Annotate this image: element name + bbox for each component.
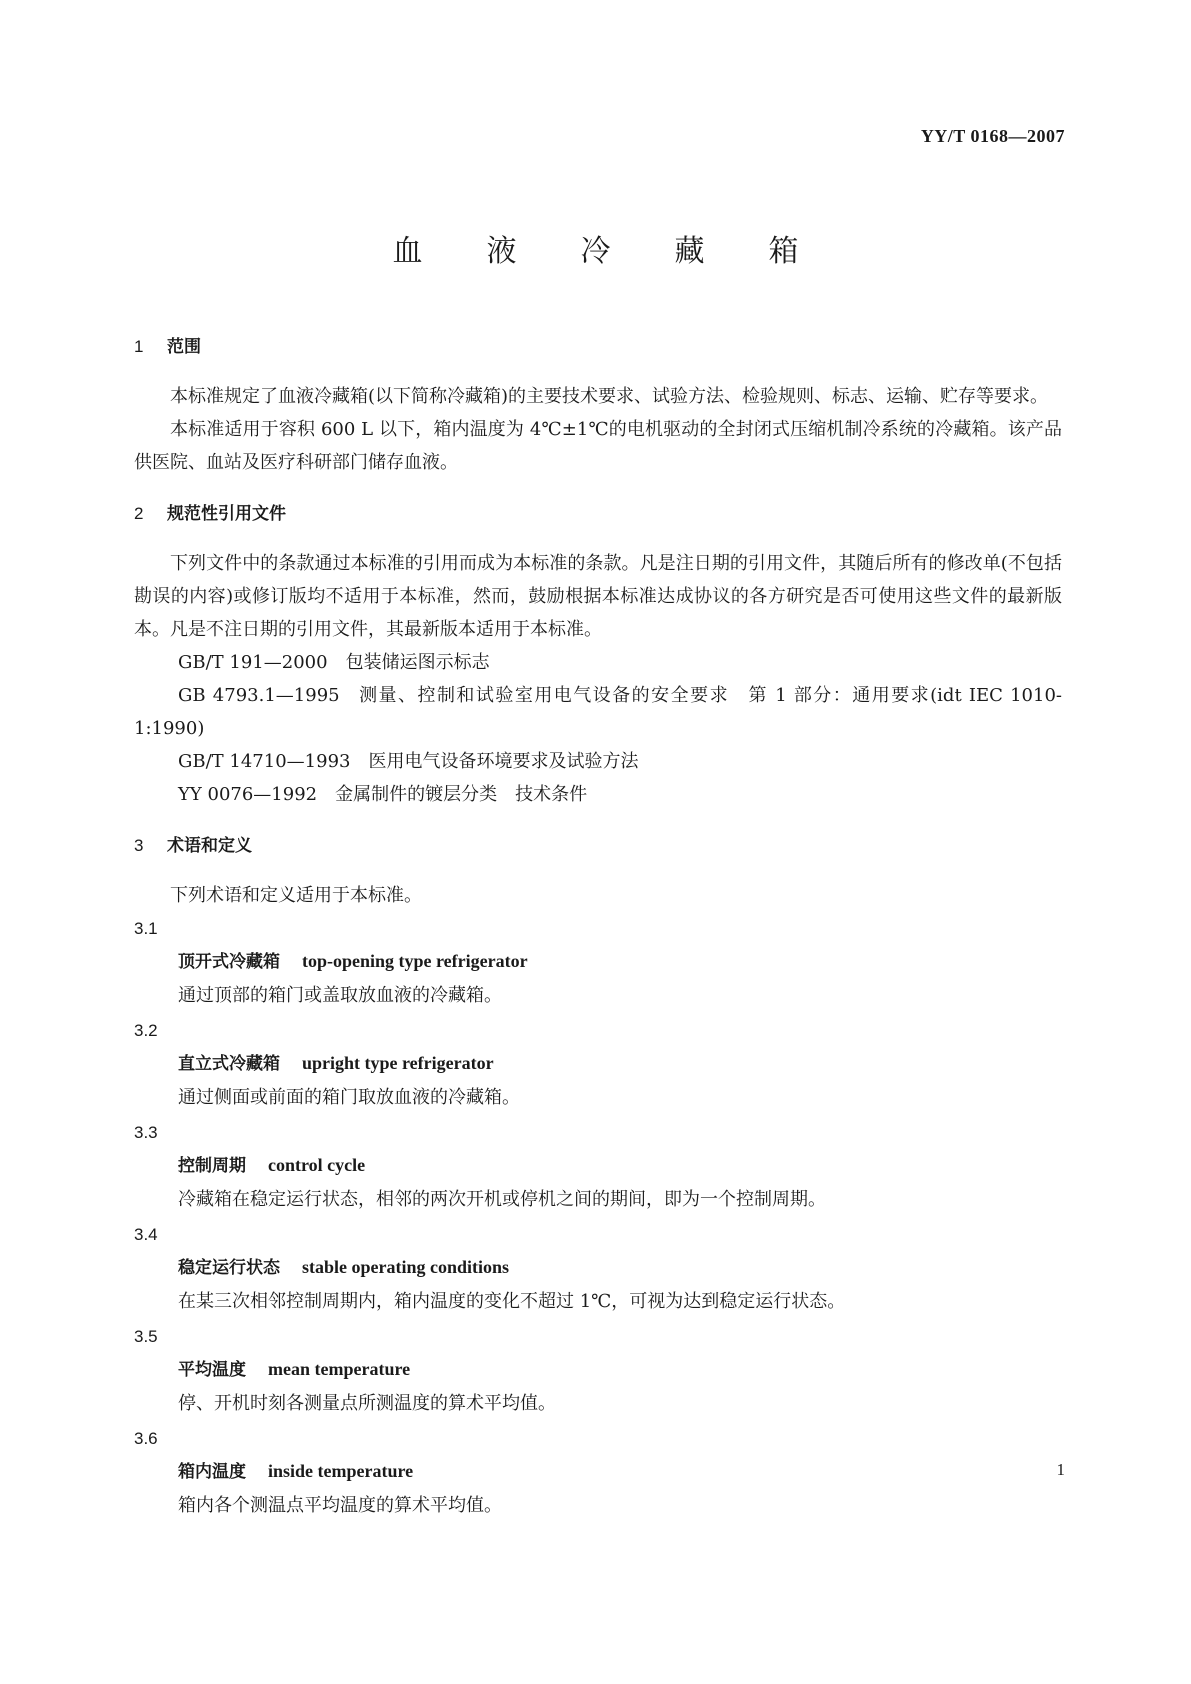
term-definition: 停、开机时刻各测量点所测温度的算术平均值。 xyxy=(178,1393,556,1414)
term-heading xyxy=(134,945,1062,979)
term-definition: 在某三次相邻控制周期内，箱内温度的变化不超过 1℃，可视为达到稳定运行状态。 xyxy=(178,1291,846,1312)
term-chinese: 箱内温度 xyxy=(178,1462,246,1482)
term-number: 3.5 xyxy=(134,1327,158,1346)
term-english: inside temperature xyxy=(268,1461,414,1481)
term-definition: 冷藏箱在稳定运行状态，相邻的两次开机或停机之间的期间，即为一个控制周期。 xyxy=(178,1189,826,1210)
section-title: 术语和定义 xyxy=(167,836,252,856)
term-chinese: 顶开式冷藏箱 xyxy=(178,952,280,972)
reference-title: 包装储运图示标志 xyxy=(345,652,490,673)
term-definition: 通过顶部的箱门或盖取放血液的冷藏箱。 xyxy=(178,985,502,1006)
section-title: 规范性引用文件 xyxy=(167,504,286,524)
document-body xyxy=(134,330,1062,1540)
term-number: 3.6 xyxy=(134,1429,158,1448)
reference-title: 金属制件的镀层分类 技术条件 xyxy=(335,784,588,805)
term-heading xyxy=(134,1353,1062,1387)
term-english: mean temperature xyxy=(268,1359,411,1379)
term-definition: 通过侧面或前面的箱门取放血液的冷藏箱。 xyxy=(178,1087,520,1108)
reference-item xyxy=(134,778,1062,811)
term-english: control cycle xyxy=(268,1155,366,1175)
term-definition: 箱内各个测温点平均温度的算术平均值。 xyxy=(178,1495,502,1516)
term-english: top-opening type refrigerator xyxy=(302,951,528,971)
term-entry xyxy=(134,1320,1062,1420)
term-chinese: 直立式冷藏箱 xyxy=(178,1054,280,1074)
section-number: 1 xyxy=(134,337,144,356)
section-heading xyxy=(134,829,1062,863)
term-entry xyxy=(134,1218,1062,1318)
term-english: upright type refrigerator xyxy=(302,1053,494,1073)
term-number: 3.1 xyxy=(134,919,158,938)
reference-item xyxy=(134,745,1062,778)
paragraph: 下列术语和定义适用于本标准。 xyxy=(170,885,422,906)
reference-title: 测量、控制和试验室用电气设备的安全要求 第 1 部分：通用要求(idt IEC 1010-1:1990) xyxy=(134,685,1062,739)
reference-code: GB/T 191—2000 xyxy=(178,652,328,673)
term-number: 3.4 xyxy=(134,1225,158,1244)
section-number: 2 xyxy=(134,504,144,523)
term-entry xyxy=(134,912,1062,1012)
term-heading xyxy=(134,1251,1062,1285)
reference-item xyxy=(134,679,1062,745)
reference-item xyxy=(134,646,1062,679)
paragraph: 本标准规定了血液冷藏箱(以下简称冷藏箱)的主要技术要求、试验方法、检验规则、标志、运输、贮存等要求。 xyxy=(170,386,1049,407)
term-number: 3.3 xyxy=(134,1123,158,1142)
document-title: 血液冷藏箱 xyxy=(392,234,863,269)
term-entry xyxy=(134,1014,1062,1114)
section-normative-references xyxy=(134,497,1062,811)
term-english: stable operating conditions xyxy=(302,1257,510,1277)
term-heading xyxy=(134,1455,1062,1489)
reference-title: 医用电气设备环境要求及试验方法 xyxy=(368,751,639,772)
reference-code: GB 4793.1—1995 xyxy=(178,685,340,706)
term-chinese: 平均温度 xyxy=(178,1360,246,1380)
term-heading xyxy=(134,1047,1062,1081)
term-heading xyxy=(134,1149,1062,1183)
section-heading xyxy=(134,330,1062,364)
section-title: 范围 xyxy=(167,337,201,357)
page-number: 1 xyxy=(1056,1460,1065,1479)
term-number: 3.2 xyxy=(134,1021,158,1040)
section-heading xyxy=(134,497,1062,531)
term-chinese: 控制周期 xyxy=(178,1156,246,1176)
reference-code: GB/T 14710—1993 xyxy=(178,751,351,772)
paragraph: 本标准适用于容积 600 L 以下，箱内温度为 4℃±1℃的电机驱动的全封闭式压缩机制冷系统的冷藏箱。该产品供医院、血站及医疗科研部门储存血液。 xyxy=(134,419,1062,473)
reference-code: YY 0076—1992 xyxy=(178,784,318,805)
section-number: 3 xyxy=(134,836,144,855)
term-entry xyxy=(134,1116,1062,1216)
section-terms-definitions xyxy=(134,829,1062,1522)
standard-code: YY/T 0168—2007 xyxy=(920,126,1065,146)
term-entry xyxy=(134,1422,1062,1522)
section-scope xyxy=(134,330,1062,479)
paragraph: 下列文件中的条款通过本标准的引用而成为本标准的条款。凡是注日期的引用文件，其随后所有的修改单(不包括勘误的内容)或修订版均不适用于本标准，然而，鼓励根据本标准达成协议的各方研究是否可使用这些文件的最新版本。凡是不注日期的引用文件，其最新版本适用于本标准。 xyxy=(134,553,1062,640)
term-chinese: 稳定运行状态 xyxy=(178,1258,280,1278)
